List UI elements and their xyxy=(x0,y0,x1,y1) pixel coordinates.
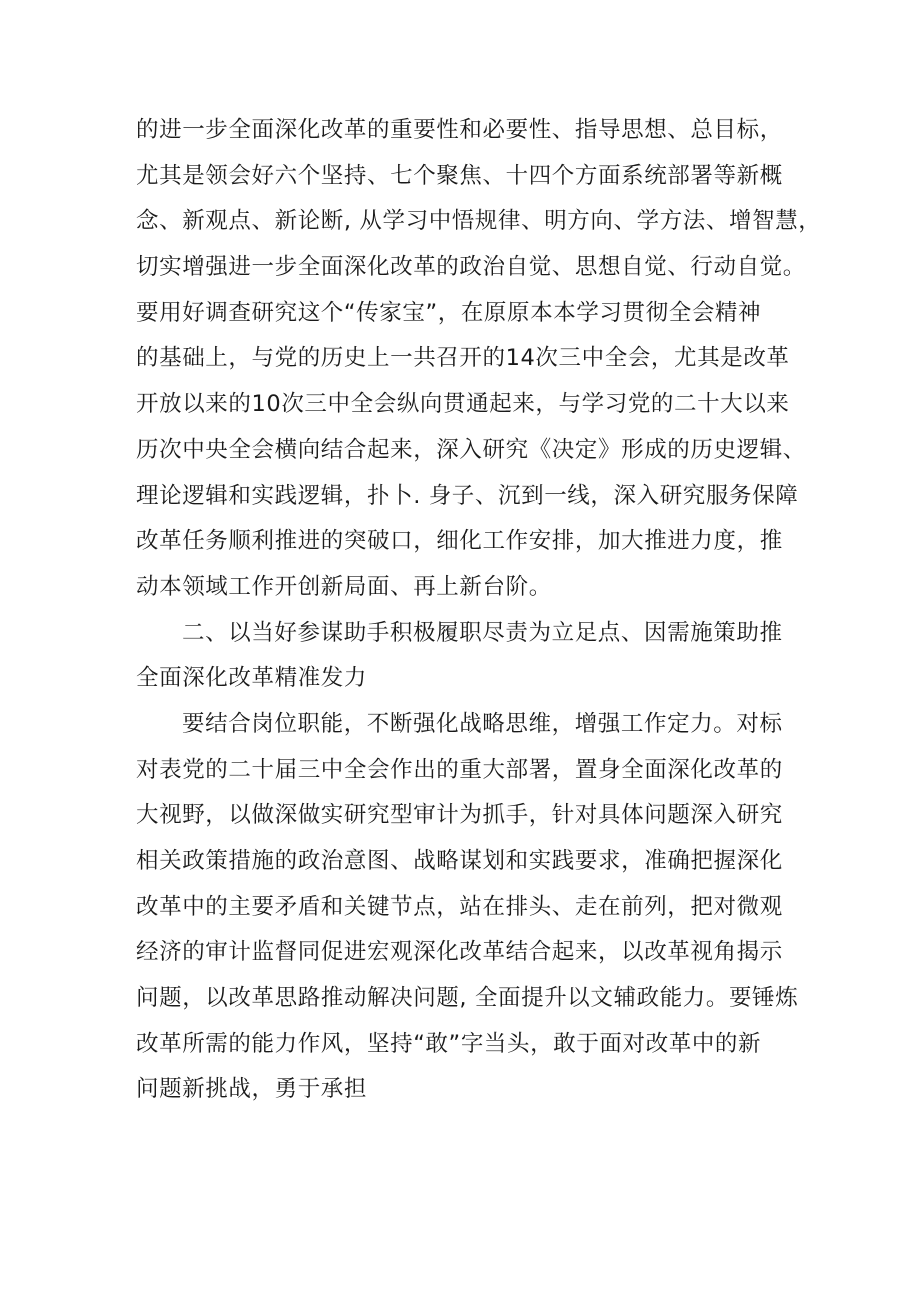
text-line: 切实增强进一步全面深化改革的政治自觉、思想自觉、行动自觉。 xyxy=(136,254,806,281)
text-line: 开放以来的10次三中全会纵向贯通起来，与学习党的二十大以来 xyxy=(136,391,790,418)
text-line: 问题新挑战，勇于承担 xyxy=(136,1076,368,1103)
text-line: 的基础上，与党的历史上一共召开的14次三中全会，尤其是改革 xyxy=(136,345,790,372)
text-line: 要用好调查研究这个“传家宝”，在原原本本学习贯彻全会精神 xyxy=(136,299,762,326)
text-line: 动本领域工作开创新局面、再上新台阶。 xyxy=(136,573,552,600)
text-line: 相关政策措施的政治意图、战略谋划和实践要求，准确把握深化 xyxy=(136,848,783,874)
text-line: 改革所需的能力作风，坚持“敢”字当头，敢于面对改革中的新 xyxy=(136,1030,762,1057)
section-heading-line: 全面深化改革精准发力 xyxy=(136,665,368,692)
text-line: 问题，以改革思路推动解决问题, 全面提升以文辅政能力。要锤炼 xyxy=(136,985,799,1012)
text-line: 改革中的主要矛盾和关键节点，站在排头、走在前列，把对微观 xyxy=(136,893,783,920)
body-text xyxy=(136,108,822,1113)
text-line: 改革任务顺利推进的突破口，细化工作安排，加大推进力度，推 xyxy=(136,528,783,555)
text-line: 念、新观点、新论断, 从学习中悟规律、明方向、学方法、增智慧， xyxy=(136,208,822,235)
text-line: 经济的审计监督同促进宏观深化改革结合起来，以改革视角揭示 xyxy=(136,939,783,966)
text-line: 尤其是领会好六个坚持、七个聚焦、十四个方面系统部署等新概 xyxy=(136,162,783,189)
text-line: 理论逻辑和实践逻辑，扑卜. 身子、沉到一线，深入研究服务保障 xyxy=(136,482,799,509)
section-heading-line: 二、以当好参谋助手积极履职尽责为立足点、因需施策助推 xyxy=(182,619,783,646)
text-line: 历次中央全会横向结合起来，深入研究《决定》形成的历史逻辑、 xyxy=(136,436,806,463)
text-line: 对表党的二十届三中全会作出的重大部署，置身全面深化改革的 xyxy=(136,756,783,783)
text-line: 大视野，以做深做实研究型审计为抓手，针对具体问题深入研究 xyxy=(136,802,783,829)
text-line: 的进一步全面深化改革的重要性和必要性、指导思想、总目标， xyxy=(136,117,783,143)
text-line: 要结合岗位职能，不断强化战略思维，增强工作定力。对标 xyxy=(182,710,783,737)
